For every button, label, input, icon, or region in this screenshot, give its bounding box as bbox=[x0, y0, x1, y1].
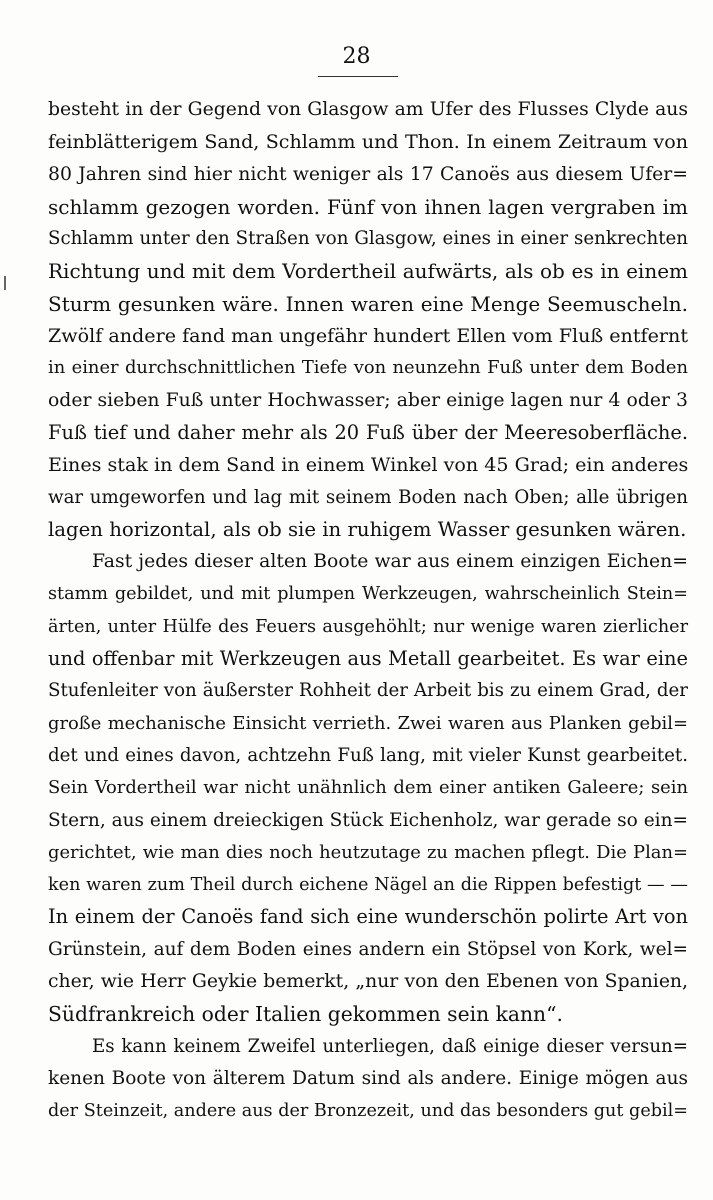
text-line: Schlamm unter den Straßen von Glasgow, eines in einer senkrechten bbox=[48, 228, 688, 250]
text-line: gerichtet, wie man dies noch heutzutage zu machen pflegt. Die Plan= bbox=[48, 841, 688, 863]
text-line: feinblätterigem Sand, Schlamm und Thon. In einem Zeitraum von bbox=[48, 130, 688, 154]
text-line: Fuß tief und daher mehr als 20 Fuß über der Meeresoberfläche. bbox=[48, 420, 688, 444]
text-line: In einem der Canoës fand sich eine wunderschön polirte Art von bbox=[48, 905, 688, 929]
text-line: det und eines davon, achtzehn Fuß lang, mit vieler Kunst gearbeitet. bbox=[48, 744, 688, 766]
text-line: Es kann keinem Zweifel unterliegen, daß einige dieser versun= bbox=[92, 1035, 688, 1057]
text-line: Grünstein, auf dem Boden eines andern ein Stöpsel von Kork, wel= bbox=[48, 938, 688, 960]
margin-mark bbox=[4, 276, 6, 290]
text-line: große mechanische Einsicht verrieth. Zwei waren aus Planken gebil= bbox=[48, 712, 688, 734]
text-line: Fast jedes dieser alten Boote war aus einem einzigen Eichen= bbox=[92, 551, 688, 573]
text-line: oder sieben Fuß unter Hochwasser; aber einige lagen nur 4 oder 3 bbox=[48, 389, 688, 411]
text-line: schlamm gezogen worden. Fünf von ihnen lagen vergraben im bbox=[48, 194, 688, 219]
text-line: 80 Jahren sind hier nicht weniger als 17 Canoës aus diesem Ufer= bbox=[48, 163, 688, 185]
page-number: 28 bbox=[342, 44, 371, 69]
text-line: Südfrankreich oder Italien gekommen sein kann“. bbox=[48, 1002, 563, 1027]
text-line: ken waren zum Theil durch eichene Nägel an die Rippen befestigt — — bbox=[48, 875, 688, 896]
text-line: cher, wie Herr Geykie bemerkt, „nur von den Ebenen von Spanien, bbox=[48, 971, 688, 993]
text-line: Sturm gesunken wäre. Innen waren eine Menge Seemuscheln. bbox=[48, 291, 688, 316]
text-line: Sein Vordertheil war nicht unähnlich dem einer antiken Galeere; sein bbox=[48, 777, 688, 799]
header-rule bbox=[318, 76, 398, 77]
text-line: lagen horizontal, als ob sie in ruhigem Wasser gesunken wären. bbox=[48, 517, 687, 541]
text-line: ärten, unter Hülfe des Feuers ausgehöhlt; nur wenige waren zierlicher bbox=[48, 616, 688, 637]
text-line: Stufenleiter von äußerster Rohheit der Arbeit bis zu einem Grad, der bbox=[48, 680, 688, 702]
text-line: Zwölf andere fand man ungefähr hundert Ellen vom Fluß entfernt bbox=[48, 324, 688, 348]
body-text bbox=[48, 94, 688, 1128]
text-line: und offenbar mit Werkzeugen aus Metall gearbeitet. Es war eine bbox=[48, 647, 688, 671]
text-line: Eines stak in dem Sand in einem Winkel von 45 Grad; ein anderes bbox=[48, 453, 689, 477]
text-line: stamm gebildet, und mit plumpen Werkzeugen, wahrscheinlich Stein= bbox=[48, 584, 688, 605]
text-line: Richtung und mit dem Vordertheil aufwärts, als ob es in einem bbox=[48, 259, 688, 284]
text-line: kenen Boote von älterem Datum sind als andere. Einige mögen aus bbox=[48, 1067, 688, 1089]
text-line: in einer durchschnittlichen Tiefe von neunzehn Fuß unter dem Boden bbox=[48, 357, 688, 379]
text-line: besteht in der Gegend von Glasgow am Ufer des Flusses Clyde aus bbox=[48, 99, 688, 120]
text-line: der Steinzeit, andere aus der Bronzezeit, und das besonders gut gebil= bbox=[48, 1101, 688, 1122]
text-line: war umgeworfen und lag mit seinem Boden nach Oben; alle übrigen bbox=[48, 486, 688, 508]
text-line: Stern, aus einem dreieckigen Stück Eichenholz, war gerade so ein= bbox=[48, 809, 688, 831]
